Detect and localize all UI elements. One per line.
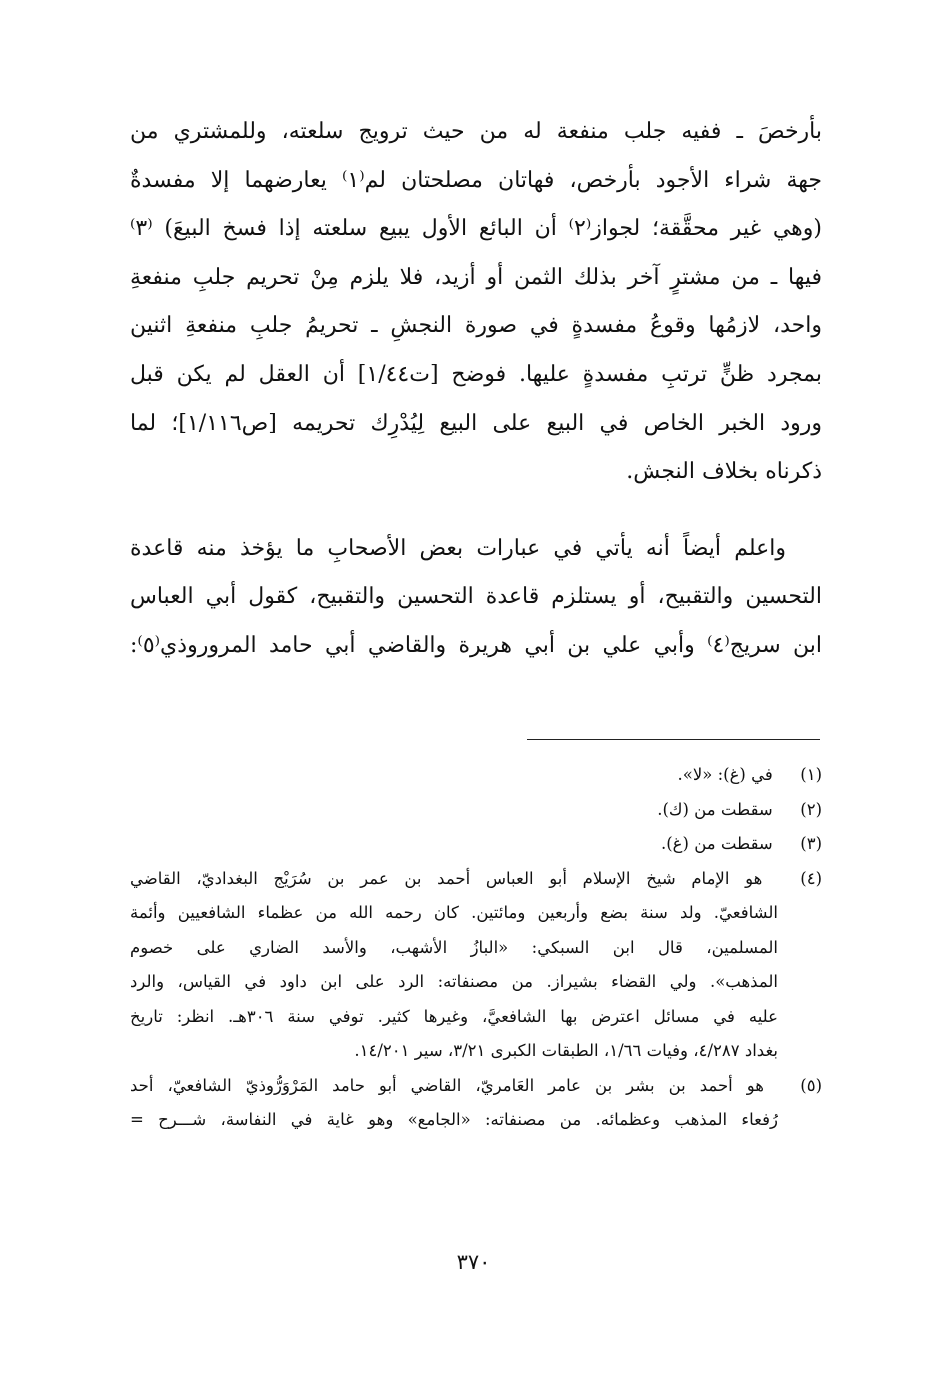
footnote-text: هو الإمام شيخ الإسلام أبو العباس أحمد بن عمر بن سُرَيْج البغداديّ، القاضي	[130, 868, 763, 888]
footnote-text: في (غ): «لا».	[677, 765, 773, 784]
footnote	[130, 862, 822, 1069]
footnote-number: (٣)	[800, 834, 822, 853]
text-line: فيها ـ من مشترٍ آخر بذلك الثمن أو أزيد، فلا يلزم مِنْ تحريم جلبِ منفعةِ	[130, 264, 822, 290]
footnote-number: (٤)	[800, 868, 822, 888]
text-line: جهة شراء الأجود بأرخص، فهاتان مصلحتان لم⁽١⁾ يعارضهما إلا مفسدةٌ	[130, 167, 822, 193]
footnote-number: (٥)	[800, 1075, 822, 1095]
footnote	[130, 827, 822, 862]
text-line: ذكرناه بخلاف النجش.	[626, 459, 822, 485]
page-number: ٣٧٠	[456, 1250, 491, 1274]
text-line: (وهي غير محقَّقة؛ لجواز⁽٢⁾ أن البائع الأول يبيع سلعته إذا فسخ البيعَ) ⁽٣⁾	[130, 216, 822, 242]
text-line: بأرخصَ ـ ففيه جلب منفعة له من حيث ترويج سلعته، وللمشتري من	[130, 119, 822, 144]
footnote	[130, 758, 822, 793]
text-line: التحسين والتقبيح، أو يستلزم قاعدة التحسين والتقبيح، كقول أبي العباس	[130, 584, 822, 610]
footnote-line: المذهب». ولي القضاء بشيراز. من مصنفاته: الرد على ابن داود في القياس، والرد	[130, 972, 778, 991]
footnote-line	[130, 758, 822, 793]
footnote-line: عليه في مسائل اعترض بها الشافعيَّ، وغيرها كثير. توفي سنة ٣٠٦هـ. انظر: تاريخ	[130, 1006, 778, 1026]
text-line: ورود الخبر الخاص في البيع على البيع لِيُدْرِك تحريمه [ص١/١١٦]؛ لما	[130, 410, 822, 436]
footnote-text: سقطت من (ك).	[657, 799, 773, 819]
main-text	[130, 108, 822, 671]
footnote-number: (٢)	[800, 799, 822, 819]
footnote-line: الشافعيّ. ولد سنة بضع وأربعين ومائتين. كان رحمه الله من عظماء الشافعيين وأئمة	[130, 903, 778, 922]
text-line: واعلم أيضاً أنه يأتي في عبارات بعض الأصحابِ ما يؤخذ منه قاعدة	[130, 535, 786, 561]
footnote-separator	[527, 739, 820, 740]
footnote-text: سقطت من (غ).	[660, 834, 773, 853]
text-line: بمجرد ظنٍّ ترتبِ مفسدةٍ عليها. فوضح [ت١/٤٤] أن العقل لم يكن قبل	[130, 361, 822, 387]
text-line: واحد، لازمُها وقوعُ مفسدةٍ في صورة النجشِ ـ تحريمُ جلبِ منفعةِ اثنين	[130, 313, 822, 339]
footnote-line: المسلمين، قال ابن السبكي: «البازُ الأشهب، والأسد الضاري على خصوم	[130, 937, 778, 957]
text-line: ابن سريج⁽٤⁾ وأبي علي بن أبي هريرة والقاضي أبي حامد المروروذي⁽٥⁾:	[130, 632, 822, 658]
footnote-line	[130, 1069, 822, 1104]
footnote-text: هو أحمد بن بشر بن عامر العَامريّ، القاضي أبو حامد المَرْوَرُّوذيّ الشافعيّ، أحد	[130, 1075, 764, 1095]
footnote-line	[130, 862, 822, 897]
footnote-number: (١)	[800, 765, 822, 784]
footnote-line	[130, 827, 822, 862]
footnote-line: رُفعاء المذهب وعظمائه. من مصنفاته: «الجامع» وهو غاية في النفاسة، شـــرح =	[130, 1110, 778, 1129]
footnotes	[130, 758, 822, 1138]
footnote-line	[130, 793, 822, 828]
footnote	[130, 793, 822, 828]
footnote	[130, 1069, 822, 1138]
footnote-line: بغداد ٤/٢٨٧، وفيات ١/٦٦، الطبقات الكبرى ٣/٢١، سير ١٤/٢٠١.	[354, 1041, 778, 1060]
paragraph-1	[130, 108, 822, 497]
paragraph-2	[130, 525, 822, 671]
